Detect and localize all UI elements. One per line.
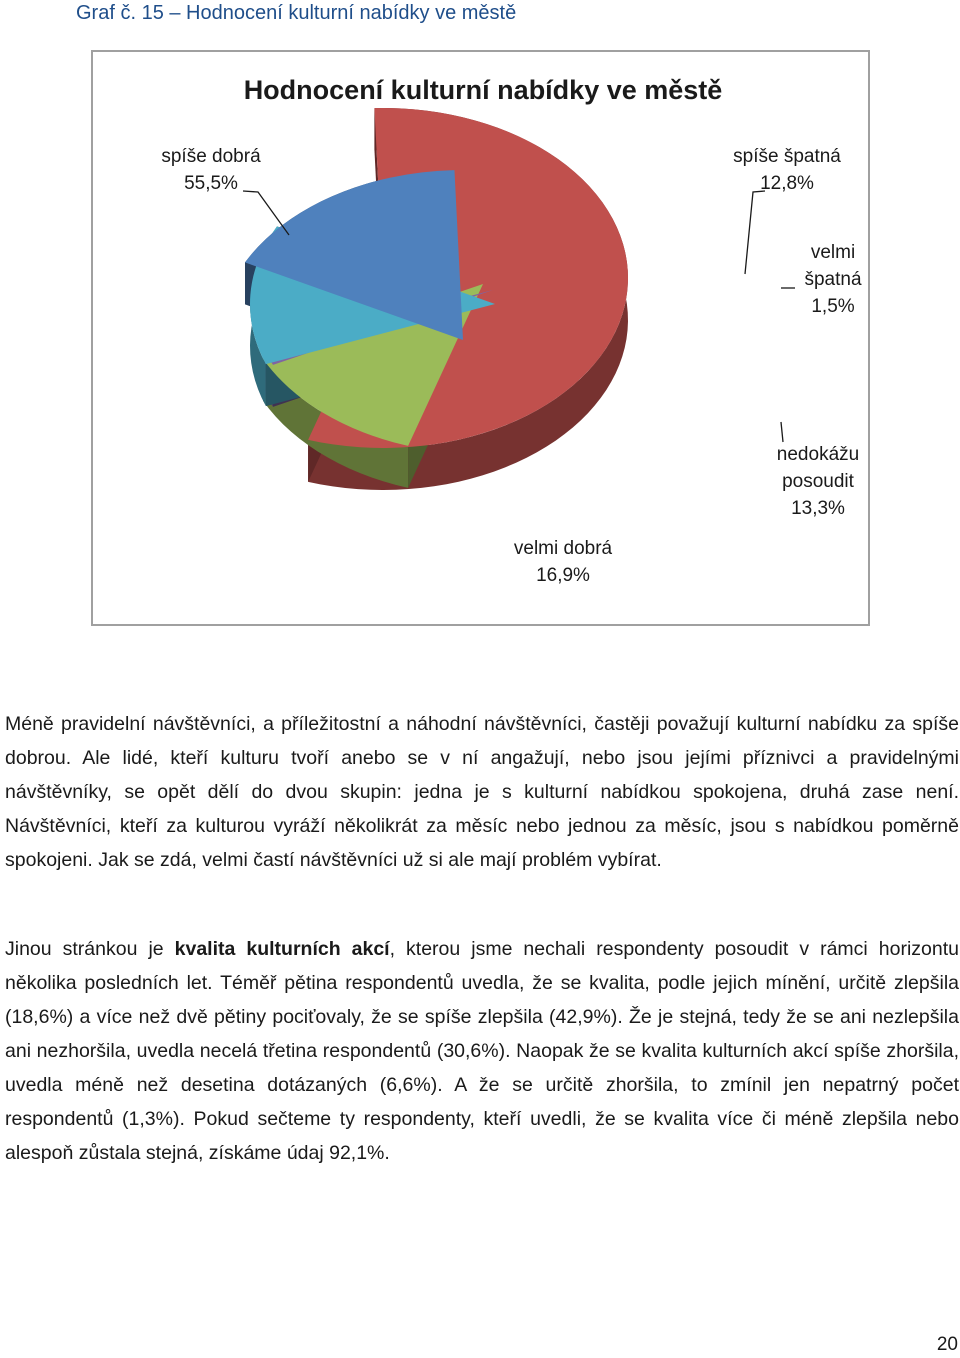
slice-value-label: 55,5%	[184, 173, 238, 194]
label-leader-line	[781, 422, 783, 442]
slice-name-label: nedokážu	[776, 444, 860, 465]
label-leader-line	[745, 191, 765, 274]
paragraph-1: Méně pravidelní návštěvníci, a příležitostní a náhodní návštěvníci, častěji považují kulturní nabídku za spíše dobrou. Ale lidé, kteří kulturu tvoří anebo se v ní angažují, nebo jsou jejími příznivci a pravidelnými návštěvníky, se opět dělí do dvou skupin: jedna je s kulturní nabídkou spokojena, druhá zase není. Návštěvníci, kteří za kulturou vyráží několikrát za měsíc nebo jednou za měsíc, jsou s nabídkou poměrně spokojeni. Jak se zdá, velmi častí návštěvníci už si ale mají problém vybírat.	[5, 713, 959, 871]
slice-value-label: 1,5%	[811, 296, 855, 317]
slice-value-label: 13,3%	[791, 498, 845, 519]
slice-value-label: 12,8%	[760, 173, 814, 194]
slice-value-label: 16,9%	[536, 565, 590, 586]
paragraph-2-start: Jinou stránkou je	[5, 938, 175, 960]
slice-name-label: spíše dobrá	[161, 146, 261, 167]
paragraph-2-bold: kvalita kulturních akcí	[174, 938, 390, 960]
slice-name-label: velmi	[810, 242, 856, 263]
slice-name-label: posoudit	[782, 471, 854, 492]
pie-chart	[91, 50, 870, 626]
figure-caption: Graf č. 15 – Hodnocení kulturní nabídky ve městě	[76, 2, 517, 24]
chart-title: Hodnocení kulturní nabídky ve městě	[243, 75, 723, 105]
slice-name-label: velmi dobrá	[513, 538, 613, 559]
page-number: 20	[936, 1334, 958, 1355]
pie-chart-svg	[93, 52, 868, 624]
paragraph-2	[5, 932, 959, 1170]
paragraph-2-rest: , kterou jsme nechali respondenty posoudit v rámci horizontu několika posledních let. Téměř pětina respondentů uvedla, že se kvalita, podle jejich mínění, určitě zlepšila (18,6%) a více než dvě pětiny pociťovaly, že se spíše zlepšila (42,9%). Že je stejná, tedy že se ani nezlepšila ani nezhoršila, uvedla necelá třetina respondentů (30,6%). Naopak že se kvalita kulturních akcí spíše zhoršila, uvedla méně než desetina dotázaných (6,6%). A že se určitě zhoršila, to zmínil jen nepatrný počet respondentů (1,3%). Pokud sečteme ty respondenty, kteří uvedli, že se kvalita více či méně zlepšila nebo alespoň zůstala stejná, získáme údaj 92,1%.	[5, 938, 959, 1164]
slice-name-label: špatná	[804, 269, 862, 290]
slice-name-label: spíše špatná	[733, 146, 841, 167]
